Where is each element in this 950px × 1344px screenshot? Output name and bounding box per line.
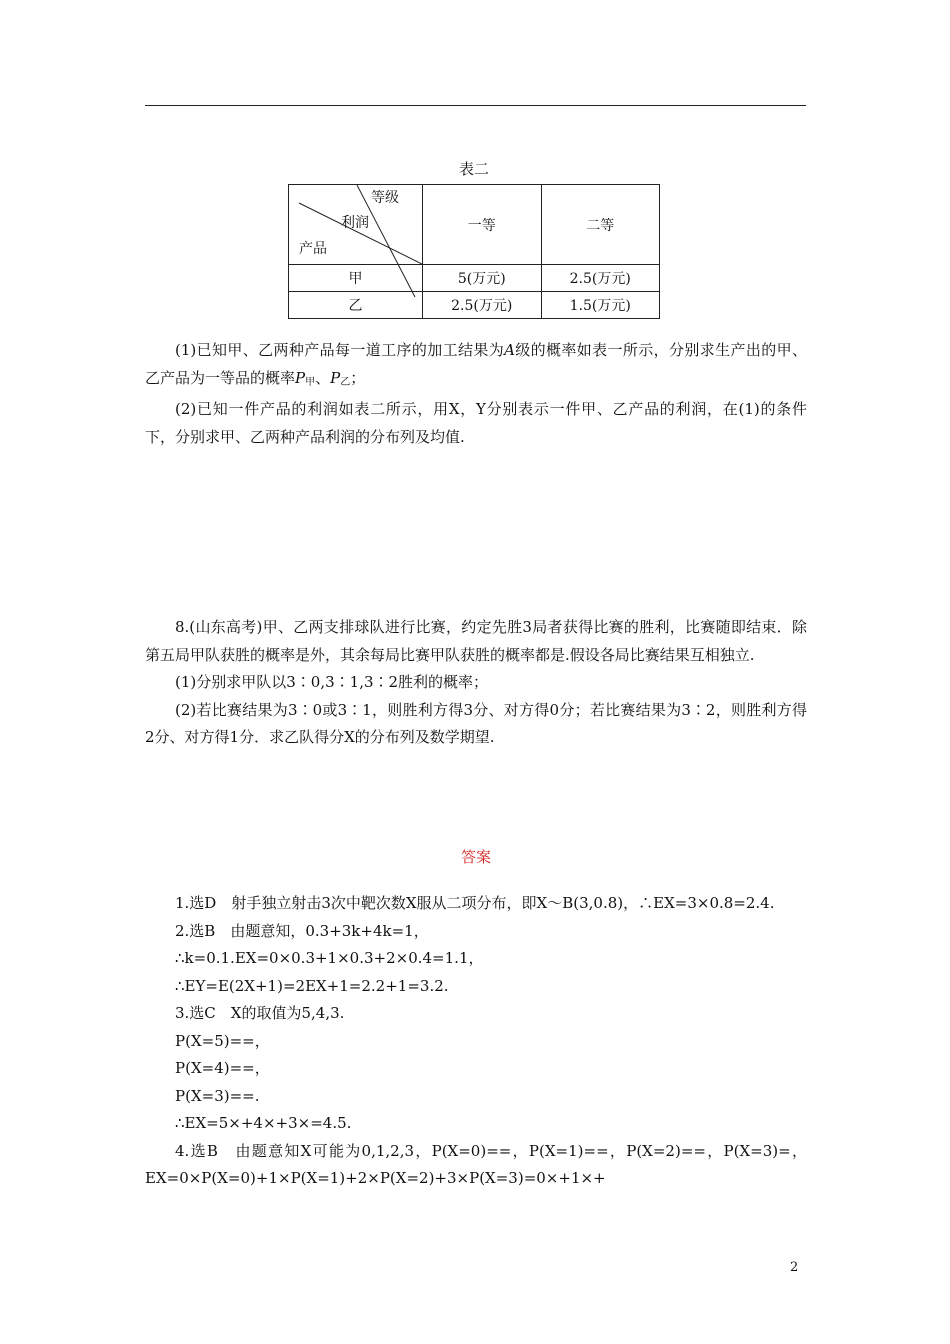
header-rule — [145, 105, 806, 106]
q8-intro: 8.(山东高考)甲、乙两支排球队进行比赛，约定先胜3局者获得比赛的胜利，比赛随即结束．除第五局甲队获胜的概率是外，其余每局比赛甲队获胜的概率都是.假设各局比赛结果互相独立. — [145, 618, 807, 664]
page-number: 2 — [790, 1260, 799, 1275]
answer-line: 1.选D 射手独立射击3次中靶次数X服从二项分布，即X～B(3,0.8)，∴EX=3×0.8=2.4. — [175, 894, 775, 912]
table-header-row — [289, 185, 660, 265]
answer-line: ∴EX=5×+4×+3×=4.5. — [175, 1114, 352, 1132]
column-header: 二等 — [541, 185, 660, 265]
diag-label-product: 产品 — [299, 241, 327, 257]
table-caption: 表二 — [458, 160, 489, 178]
answer-line: 3.选C X的取值为5,4,3. — [175, 1004, 345, 1022]
answers-list — [145, 890, 807, 1193]
question-7-parts — [145, 337, 807, 451]
diag-label-grade: 等级 — [371, 190, 399, 206]
answer-line: P(X=3)==. — [175, 1086, 260, 1105]
q7-part-1: (1)已知甲、乙两种产品每一道工序的加工结果为A级的概率如表一所示，分别求生产出的甲、乙产品为一等品的概率$P_甲$、$P_乙$； — [145, 341, 807, 388]
column-header: 一等 — [423, 185, 542, 265]
diagonal-header-cell — [289, 185, 423, 265]
table-cell: 1.5(万元) — [541, 292, 660, 319]
answer-line: P(X=4)==， — [175, 1059, 270, 1077]
row-product: 甲 — [289, 265, 423, 292]
question-8 — [145, 614, 807, 752]
answer-line: ∴k=0.1.EX=0×0.3+1×0.3+2×0.4=1.1， — [175, 949, 484, 967]
table-cell: 5(万元) — [423, 265, 542, 292]
answer-line: 4.选B 由题意知X可能为0,1,2,3，P(X=0)==，P(X=1)==，P(X=2)==，P(X=3)=，EX=0×P(X=0)+1×P(X=1)+2×P(X=2)+3×P(X=3)=0×+1×+ — [145, 1141, 807, 1187]
q8-part-2: (2)若比赛结果为3∶0或3∶1，则胜利方得3分、对方得0分；若比赛结果为3∶2，则胜利方得2分、对方得1分．求乙队得分X的分布列及数学期望. — [145, 700, 807, 746]
q8-part-1: (1)分别求甲队以3∶0,3∶1,3∶2胜利的概率； — [175, 673, 489, 691]
table-cell: 2.5(万元) — [541, 265, 660, 292]
table-cell: 2.5(万元) — [423, 292, 542, 319]
profit-table — [288, 184, 660, 319]
answer-line: P(X=5)==， — [175, 1031, 270, 1050]
answers-title: 答案 — [460, 848, 491, 866]
diag-label-profit: 利润 — [341, 215, 369, 231]
answer-line: ∴EY=E(2X+1)=2EX+1=2.2+1=3.2. — [175, 976, 449, 995]
answer-line: 2.选B 由题意知，0.3+3k+4k=1， — [175, 921, 429, 940]
q7-part-2: (2)已知一件产品的利润如表二所示，用X，Y分别表示一件甲、乙产品的利润，在(1)的条件下，分别求甲、乙两种产品利润的分布列及均值. — [145, 400, 807, 446]
row-product: 乙 — [289, 292, 423, 319]
